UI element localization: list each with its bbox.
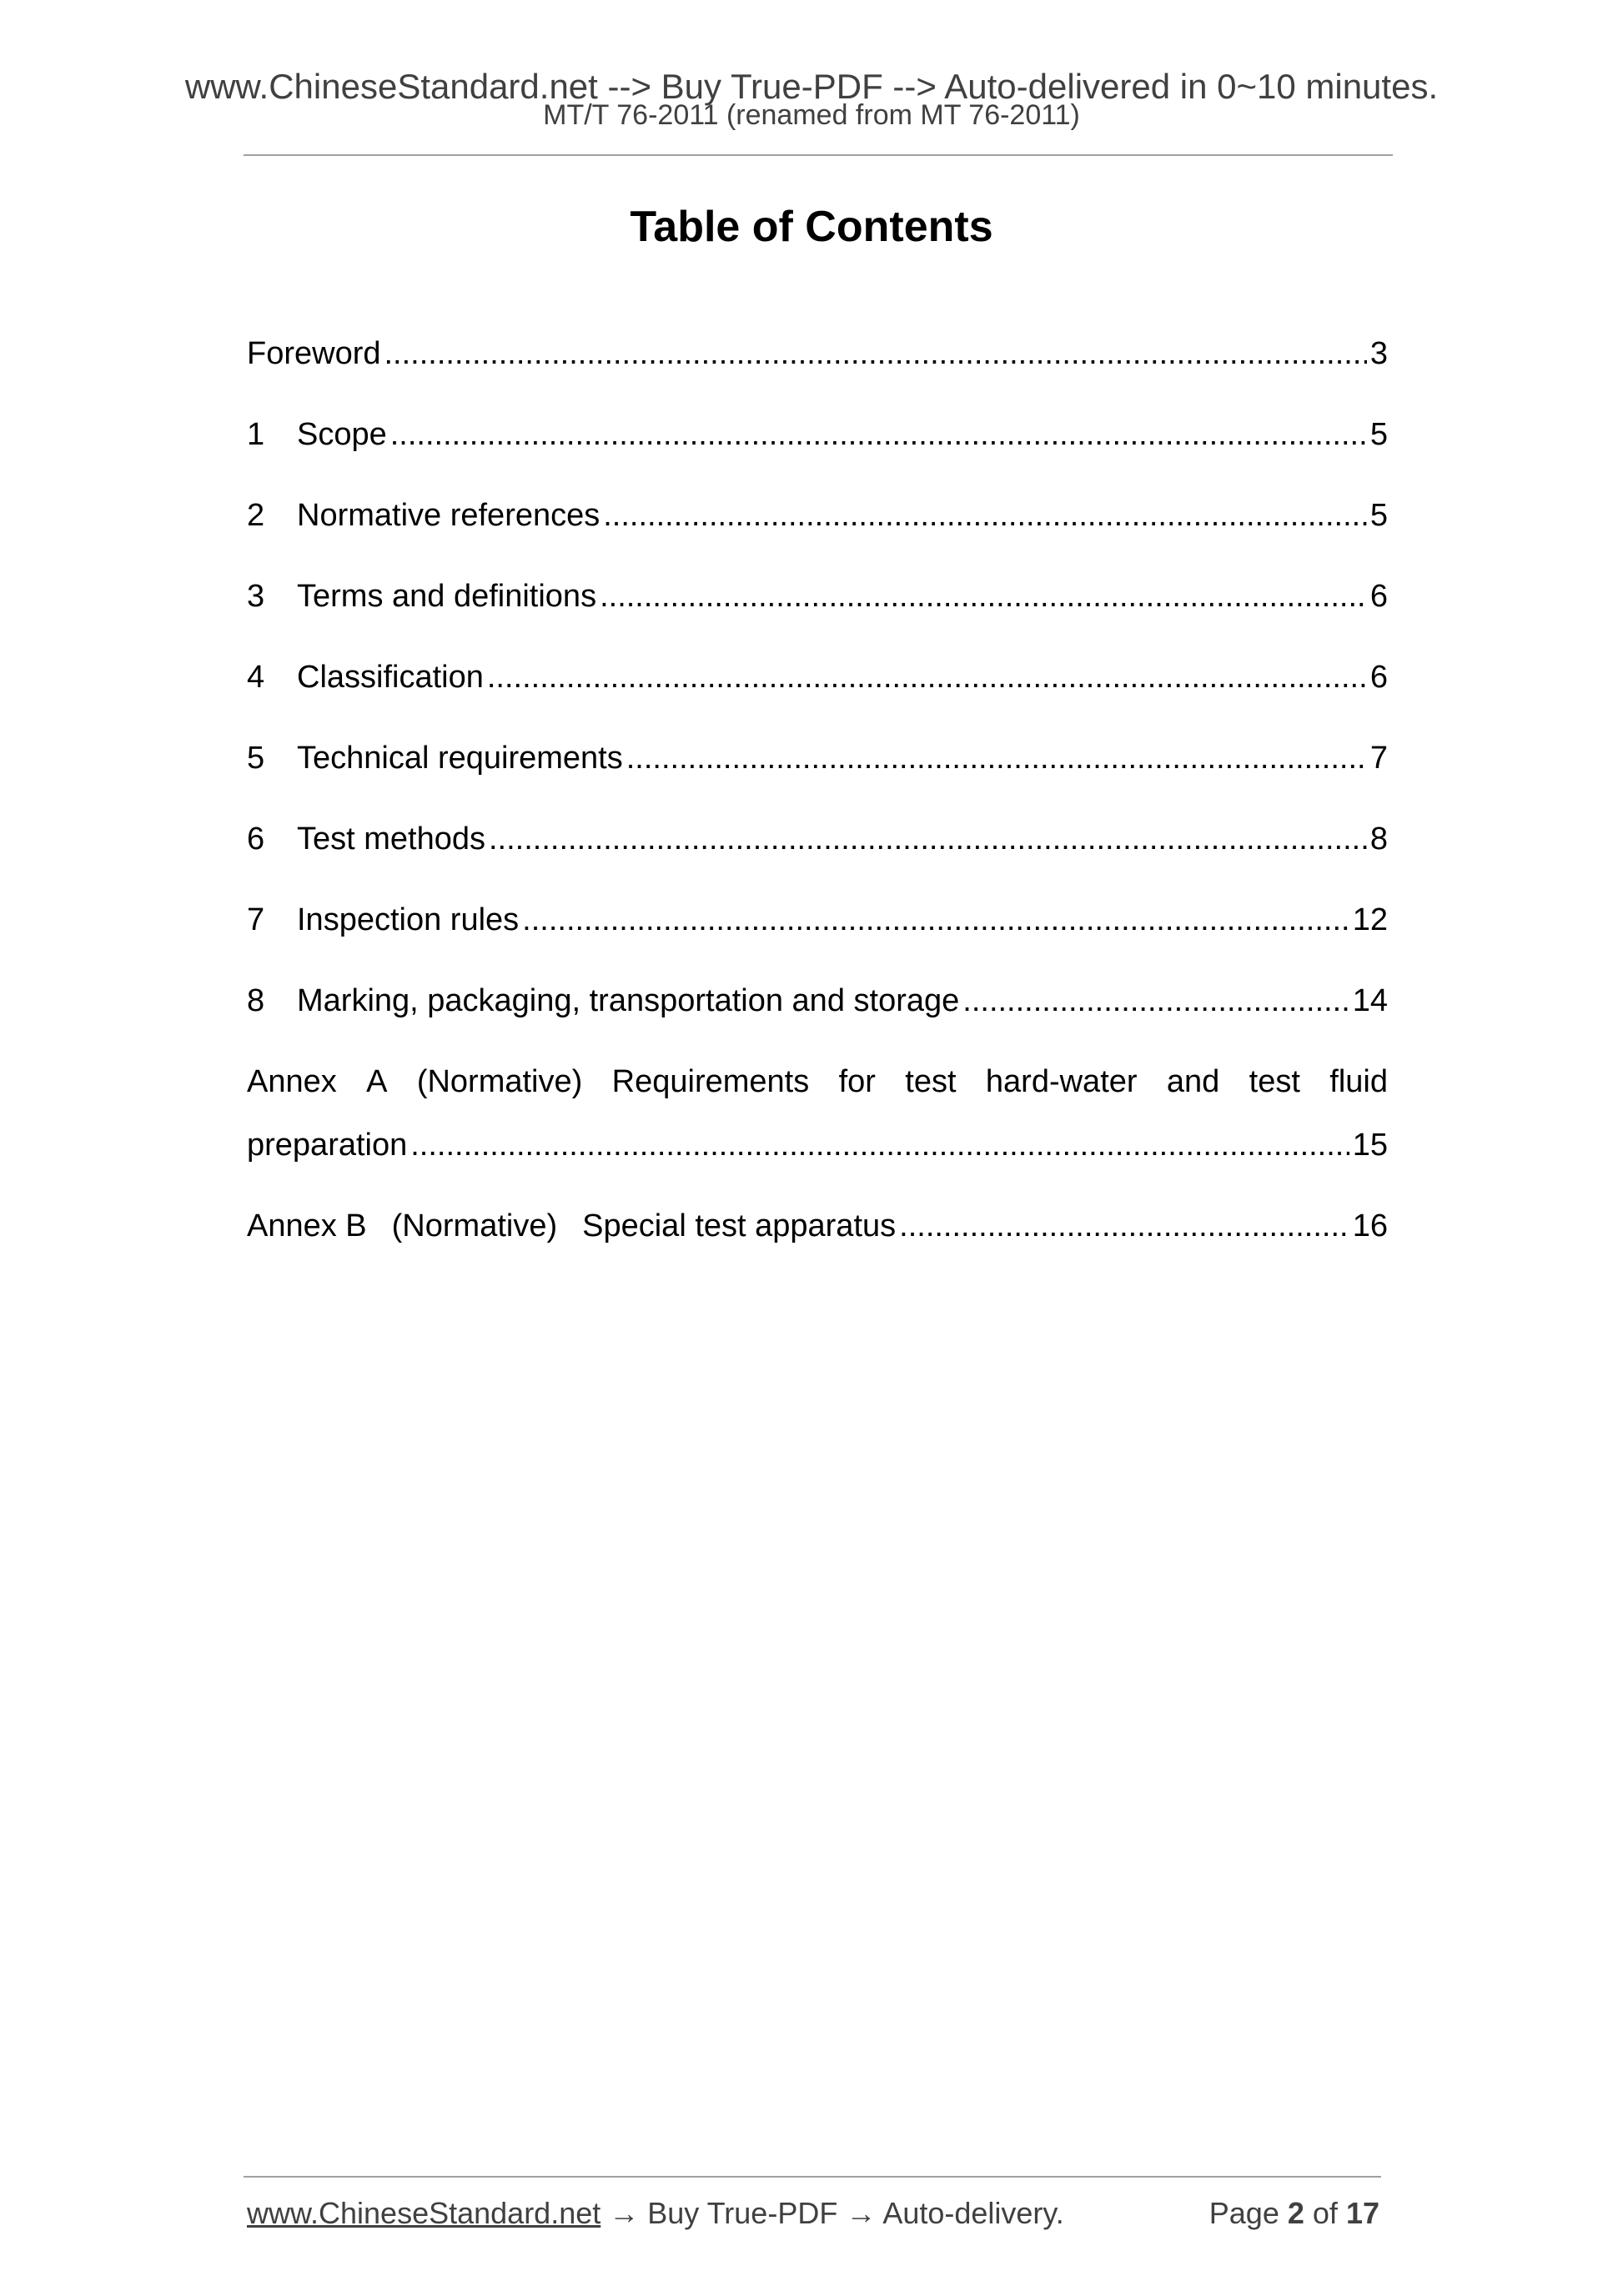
toc-entry-label: Test methods <box>297 821 485 857</box>
toc-entry-page: 8 <box>1369 821 1388 857</box>
toc-entry-number: 7 <box>247 902 265 937</box>
annex-a-word: fluid <box>1329 1064 1388 1099</box>
annex-a-word: test <box>905 1064 957 1099</box>
toc-entry-number: 6 <box>247 821 265 857</box>
toc-entry-label: Normative references <box>297 498 600 533</box>
toc-entry-inspection-rules[interactable] <box>247 898 1388 942</box>
toc-entry-page: 6 <box>1369 660 1388 695</box>
annex-a-word: A <box>366 1064 388 1099</box>
page-total: 17 <box>1345 2196 1379 2230</box>
annex-a-word: Requirements <box>611 1064 810 1099</box>
toc-entry-page: 6 <box>1369 579 1388 614</box>
toc-entry-label: Terms and definitions <box>297 579 597 614</box>
toc-leader-dots <box>600 575 1367 618</box>
page-of: of <box>1312 2196 1338 2230</box>
toc-entry-technical-requirements[interactable] <box>247 736 1388 780</box>
toc-entry-number: 8 <box>247 983 265 1018</box>
toc-entry-annex-a[interactable] <box>247 1060 1388 1167</box>
toc-leader-dots <box>384 332 1367 375</box>
toc-entry-label-continuation: preparation <box>247 1128 408 1163</box>
toc-entry-marking-packaging[interactable] <box>247 979 1388 1022</box>
toc-entry-page: 12 <box>1352 902 1388 937</box>
toc-entry-number: 3 <box>247 579 265 614</box>
page-label: Page <box>1208 2196 1279 2230</box>
toc-leader-dots <box>603 494 1367 537</box>
toc-entry-number: 2 <box>247 498 265 533</box>
toc-entry-page: 5 <box>1369 498 1388 533</box>
toc-leader-dots <box>899 1204 1349 1248</box>
page-current: 2 <box>1287 2196 1304 2230</box>
header-divider <box>244 154 1393 156</box>
toc-entry-scope[interactable] <box>247 413 1388 456</box>
toc-entry-number: 4 <box>247 660 265 695</box>
toc-entry-page: 7 <box>1369 741 1388 776</box>
annex-a-word: Annex <box>247 1064 337 1099</box>
annex-b-type: (Normative) <box>391 1208 558 1243</box>
toc-entry-label: Marking, packaging, transportation and storage <box>297 983 960 1018</box>
toc-leader-dots <box>390 413 1367 456</box>
annex-a-word: and <box>1166 1064 1220 1099</box>
toc-entry-number: 5 <box>247 741 265 776</box>
header-standard-id: MT/T 76-2011 (renamed from MT 76-2011) <box>543 99 1080 131</box>
toc-entry-label <box>247 1060 1388 1103</box>
footer-divider <box>244 2176 1381 2178</box>
toc-leader-dots <box>489 817 1367 861</box>
annex-a-word: for <box>838 1064 876 1099</box>
toc-entry-page: 15 <box>1352 1128 1388 1163</box>
toc-entry-label: Foreword <box>247 336 381 371</box>
toc-entry-terms-and-definitions[interactable] <box>247 575 1388 618</box>
toc-entry-test-methods[interactable] <box>247 817 1388 861</box>
toc-leader-dots <box>626 736 1367 780</box>
toc-entry-label: Scope <box>297 417 387 452</box>
footer-site-link[interactable]: www.ChineseStandard.net <box>247 2196 601 2230</box>
toc-leader-dots <box>487 656 1367 699</box>
footer-promo-text: → Buy True-PDF → Auto-delivery. <box>600 2196 1064 2230</box>
page-title: Table of Contents <box>630 203 993 251</box>
page-number <box>1209 2195 1379 2232</box>
toc-entry-normative-references[interactable] <box>247 494 1388 537</box>
toc-leader-dots <box>962 979 1349 1022</box>
toc-entry-page: 3 <box>1369 336 1388 371</box>
toc-entry-label: Inspection rules <box>297 902 520 937</box>
toc-entry-page: 5 <box>1369 417 1388 452</box>
toc-entry-annex-b[interactable] <box>247 1204 1388 1248</box>
toc-entry-page: 16 <box>1352 1208 1388 1243</box>
toc-entry-foreword[interactable] <box>247 332 1388 375</box>
annex-a-word: (Normative) <box>416 1064 583 1099</box>
toc-entry-label: Special test apparatus <box>582 1208 897 1243</box>
table-of-contents <box>247 332 1388 1285</box>
toc-entry-number: 1 <box>247 417 265 452</box>
annex-a-word: hard-water <box>985 1064 1138 1099</box>
page-header <box>0 67 1623 130</box>
toc-entry-page: 14 <box>1352 983 1388 1018</box>
annex-a-word: test <box>1249 1064 1300 1099</box>
toc-entry-label: Technical requirements <box>297 741 623 776</box>
toc-leader-dots <box>522 898 1349 942</box>
toc-leader-dots <box>410 1123 1349 1167</box>
toc-entry-classification[interactable] <box>247 656 1388 699</box>
toc-entry-label: Classification <box>297 660 484 695</box>
annex-b-prefix: Annex B <box>247 1208 367 1243</box>
footer-promo <box>247 2195 1064 2232</box>
header-promo-text: www.ChineseStandard.net --> Buy True-PDF --> Auto-delivered in 0~10 minutes. <box>184 67 1439 106</box>
